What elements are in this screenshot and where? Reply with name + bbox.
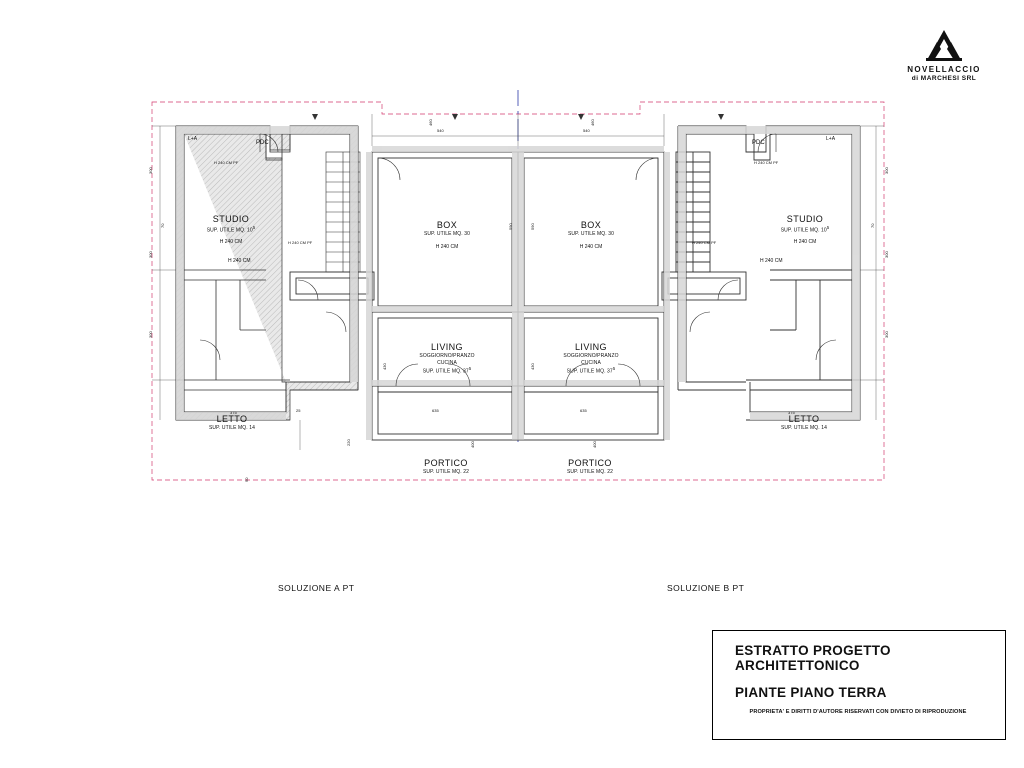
mountain-logo-icon <box>884 28 1004 62</box>
dim-side-left-2: 300 <box>148 251 153 258</box>
dim-living-width-left: 635 <box>432 408 439 413</box>
copyright-notice: PROPRIETA' E DIRITTI D'AUTORE RISERVATI CON DIVIETO DI RIPRODUZIONE <box>749 709 967 715</box>
dim-side-right-3: 300 <box>884 331 889 338</box>
logo-company-sub: di MARCHESI SRL <box>911 75 977 82</box>
dim-portico-width-left: 400 <box>470 441 475 448</box>
dim-top-right-box: 540 <box>583 128 590 133</box>
dim-side-right-1: 300 <box>884 167 889 174</box>
dim-studio-left: 70 <box>160 223 165 228</box>
annotation-la-right: L+A <box>826 136 836 142</box>
dim-box-depth-left: 590 <box>508 223 513 230</box>
dim-side-left-3: 300 <box>148 331 153 338</box>
dim-studio-right: 70 <box>870 223 875 228</box>
floor-plan-drawing <box>140 90 900 510</box>
dim-misc-25: 25 <box>296 408 301 413</box>
dim-side-right-2: 300 <box>884 251 889 258</box>
dim-top-left-box: 540 <box>437 128 444 133</box>
room-label-portico-a: PORTICO SUP. UTILE MQ. 22 <box>422 458 470 476</box>
title-line-3: PIANTE PIANO TERRA <box>735 685 887 700</box>
solution-caption-b: SOLUZIONE B PT <box>667 583 745 593</box>
room-label-living-a: LIVING SOGGIORNO/PRANZO CUCINA SUP. UTILE MQ. $37^5$ <box>419 342 475 375</box>
company-logo <box>884 28 1004 82</box>
dim-letto-left: 375 <box>230 410 237 415</box>
title-line-2: ARCHITETTONICO <box>735 658 860 673</box>
dim-top-mid-small: 460 <box>590 119 595 126</box>
dim-side-left-1: 300 <box>148 167 153 174</box>
annotation-door-h-right: H 240 CM PF <box>754 160 779 165</box>
room-label-portico-b: PORTICO SUP. UTILE MQ. 22 <box>566 458 614 476</box>
dim-misc-90: 90 <box>244 477 249 482</box>
dim-portico-width-right: 400 <box>592 441 597 448</box>
annotation-pdc-right: PDC <box>752 140 765 146</box>
dim-top-left-small: 460 <box>428 119 433 126</box>
room-label-box-b: BOX SUP. UTILE MQ. 30 H 240 CM <box>567 220 615 250</box>
dim-living-depth-left: 430 <box>382 363 387 370</box>
annotation-door-h-studio-left: H 240 CM <box>228 258 251 264</box>
room-label-box-a: BOX SUP. UTILE MQ. 30 H 240 CM <box>423 220 471 250</box>
dim-living-width-right: 635 <box>580 408 587 413</box>
dim-box-depth-right: 590 <box>530 223 535 230</box>
room-label-living-b: LIVING SOGGIORNO/PRANZO CUCINA SUP. UTILE MQ. $37^5$ <box>563 342 619 375</box>
dim-letto-right: 375 <box>788 410 795 415</box>
dim-misc-220: 220 <box>346 439 351 446</box>
dim-living-depth-right: 430 <box>530 363 535 370</box>
annotation-door-h-mid-left: H 240 CM PF <box>288 240 313 245</box>
annotation-door-h-mid-right: H 240 CM PF <box>692 240 717 245</box>
room-label-letto-b: LETTO SUP. UTILE MQ. 14 <box>780 414 828 432</box>
room-label-letto-a: LETTO SUP. UTILE MQ. 14 <box>208 414 256 432</box>
annotation-door-h-left: H 240 CM PF <box>214 160 239 165</box>
solution-caption-a: SOLUZIONE A PT <box>278 583 355 593</box>
plan-linework <box>140 90 900 510</box>
logo-company-name: NOVELLACCIO <box>907 65 981 74</box>
annotation-door-h-studio-right: H 240 CM <box>760 258 783 264</box>
room-label-studio-a: STUDIO SUP. UTILE MQ. $10^5$ H 240 CM <box>206 214 256 246</box>
annotation-la-left: L+A <box>188 136 198 142</box>
title-line-1: ESTRATTO PROGETTO <box>735 643 891 658</box>
title-block <box>712 630 1006 740</box>
annotation-pdc-left: PDC <box>256 140 269 146</box>
room-label-studio-b: STUDIO SUP. UTILE MQ. $10^5$ H 240 CM <box>780 214 830 246</box>
